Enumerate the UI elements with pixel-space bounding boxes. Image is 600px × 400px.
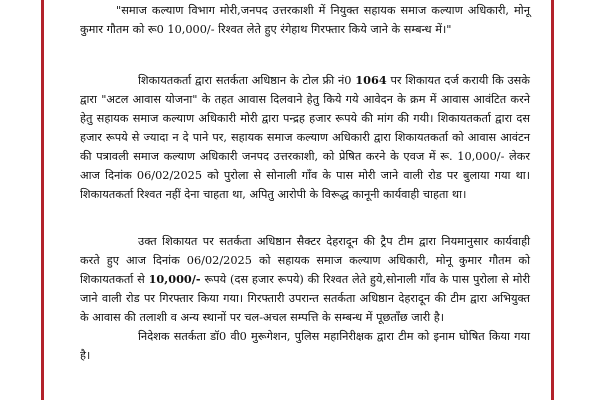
spacer (80, 204, 530, 232)
left-border-rule (41, 0, 44, 400)
paragraph-arrest-text-start: उक्त शिकायत पर सतर्कता अधिष्ठान सैक्टर देहरादून की ट्रैप टीम द्वारा नियमानुसार कार्यवाही करते हुए आज दिनांक 06/02/2025 को सहायक समाज कल्याण अधिकारी, मोनू कुमार गौतम को शिकायतकर्ता से (80, 235, 530, 286)
paragraph-complaint-text-end: पर शिकायत दर्ज करायी कि उसके द्वारा "अटल आवास योजना" के तहत आवास दिलवाने हेतु किये गये आवेदन के क्रम में आवास आवंटित करने हेतु सहायक समाज कल्याण अधिकारी मोरी द्वारा पन्द्रह हजार रूपये की मांग की गयी। शिकायतकर्ता द्वारा दस हजार रूपये से ज्यादा न दे पाने पर, सहायक समाज कल्याण अधिकारी द्वारा शिकायतकर्ता को आवास आवंटन की पत्रावली समाज कल्याण अधिकारी जनपद उत्तरकाशी, को प्रेषित करने के एवज में रू. 10,000/- लेकर आज दिनांक 06/02/2025 को पुरोला से सोनाली गाँव के पास मोरी जाने वाली रोड पर बुलाया गया था। शिकायतकर्ता रिश्वत नहीं देना चाहता था, अपितु आरोपी के विरूद्ध कानूनी कार्यवाही चाहता था। (80, 74, 530, 201)
paragraph-arrest (80, 232, 530, 327)
partial-cutoff-line: निदेशक सतर्कता डॉ0 वी0 मुरूगेशन, पुलिस महानिरीक्षक द्वारा टीम को इनाम घोषित किया गया है। (80, 330, 530, 362)
toll-free-number: 1064 (355, 73, 387, 87)
subject-quote: "समाज कल्याण विभाग मोरी,जनपद उत्तरकाशी में नियुक्त सहायक समाज कल्याण अधिकारी, मोनू कुमार गौतम को रू0 10,000/- रिश्वत लेते हुए रंगेहाथ गिरफ्तार किये जाने के सम्बन्ध में।" (80, 4, 530, 36)
paragraph-complaint (80, 71, 530, 204)
right-border-rule (551, 0, 554, 400)
document-body (80, 1, 530, 365)
paragraph-complaint-text-start: शिकायतकर्ता द्वारा सतर्कता अधिष्ठान के टोल फ्री नं0 (138, 74, 352, 87)
paragraph-arrest-text-end: रूपये (दस हजार रूपये) की रिश्वत लेते हुये,सोनाली गाँव के पास पुरोला से मोरी जाने वाली रोड पर गिरफ्तार किया गया। गिरफ्तारी उपरान्त सतर्कता अधिष्ठान देहरादून की टीम द्वारा अभियुक्त के आवास की तलाशी व अन्य स्थानों पर चल-अचल सम्पत्ति के सम्बन्ध में पूछताँछ जारी है। (80, 273, 531, 324)
spacer (80, 39, 530, 71)
bribe-amount: 10,000/- (148, 272, 201, 286)
